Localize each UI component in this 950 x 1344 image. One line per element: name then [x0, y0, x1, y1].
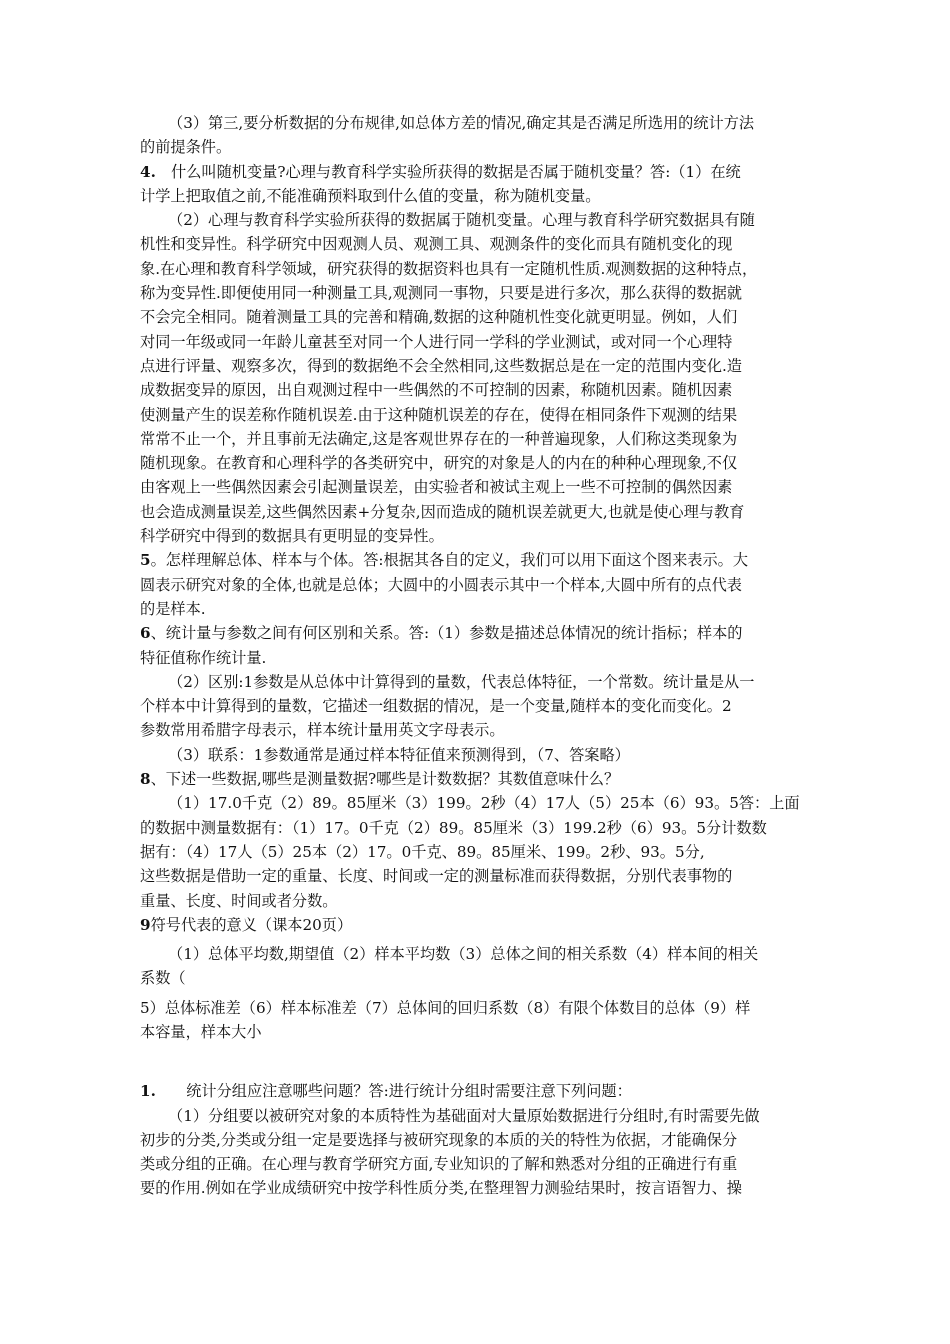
line-text: 这些数据是借助一定的重量、长度、时间或一定的测量标准而获得数据，分别代表事物的 [140, 867, 733, 886]
line-text: 使测量产生的误差称作随机误差.由于这种随机误差的存在，使得在相同条件下观测的结果 [140, 405, 738, 424]
line-text: （2）心理与教育科学实验所获得的数据属于随机变量。心理与教育科学研究数据具有随 [168, 211, 755, 230]
text-line [140, 427, 812, 451]
line-text: 系数（ [140, 969, 186, 988]
text-line [140, 840, 812, 864]
text-line [140, 816, 812, 840]
line-text: 要的作用.例如在学业成绩研究中按学科性质分类,在整理智力测验结果时，按言语智力、操 [140, 1179, 742, 1198]
line-text: 不会完全相同。随着测量工具的完善和精确,数据的这种随机性变化就更明显。例如，人们 [140, 308, 738, 327]
text-line [140, 378, 812, 402]
document-body [140, 111, 812, 1201]
text-line [140, 767, 812, 791]
text-line [140, 1152, 812, 1176]
text-line [140, 257, 812, 281]
line-text: 由客观上一些偶然因素会引起测量误差，由实验者和被试主观上一些不可控制的偶然因素 [140, 478, 733, 497]
text-line [140, 548, 812, 572]
text-line [140, 621, 812, 645]
text-line [140, 475, 812, 499]
line-text: 称为变异性.即便使用同一种测量工具,观测同一事物，只要是进行多次，那么获得的数据就 [140, 284, 742, 303]
line-text: 据有：（4）17人（5）25本（2）17。0千克、89。85厘米、199。2秒、93。5分, [140, 842, 705, 861]
item-number: 8 [140, 770, 151, 789]
text-line [140, 1079, 812, 1103]
text-line [140, 160, 812, 184]
text-line [140, 1176, 812, 1200]
line-text: 什么叫随机变量?心理与教育科学实验所获得的数据是否属于随机变量？答:（1）在统 [155, 162, 741, 181]
text-line [140, 791, 812, 815]
item-number: 1. [140, 1082, 156, 1101]
text-line [140, 232, 812, 256]
text-line [140, 354, 812, 378]
line-text: 、下述一些数据,哪些是测量数据?哪些是计数数据？其数值意味什么？ [150, 770, 620, 789]
line-text: 科学研究中得到的数据具有更明显的变异性。 [140, 527, 444, 546]
text-line [140, 743, 812, 767]
line-text: 符号代表的意义（课本20页） [150, 915, 353, 934]
line-text: 随机现象。在教育和心理科学的各类研究中，研究的对象是人的内在的种种心理现象,不仅 [140, 454, 738, 473]
line-text: 对同一年级或同一年龄儿童甚至对同一个人进行同一学科的学业测试，或对同一个心理特 [140, 332, 733, 351]
line-text: （3）第三,要分析数据的分布规律,如总体方差的情况,确定其是否满足所选用的统计方法 [168, 114, 755, 132]
line-text: 的前提条件。 [140, 138, 232, 157]
line-text: 成数据变异的原因，出自观测过程中一些偶然的不可控制的因素，称随机因素。随机因素 [140, 381, 733, 400]
line-text: 也会造成测量误差,这些偶然因素+分复杂,因而造成的随机误差就更大,也就是使心理与教育 [140, 502, 745, 521]
line-text: 重量、长度、时间或者分数。 [140, 891, 338, 910]
text-line [140, 694, 812, 718]
line-text: （1）17.0千克（2）89。85厘米（3）199。2秒（4）17人（5）25本（6）93。5答：上面 [168, 794, 800, 813]
line-text: 的是样本. [140, 599, 206, 618]
text-line [140, 966, 812, 990]
line-text: 圆表示研究对象的全体,也就是总体；大圆中的小圆表示其中一个样本,大圆中所有的点代表 [140, 575, 742, 594]
line-text: 计学上把取值之前,不能准确预料取到什么值的变量，称为随机变量。 [140, 186, 601, 205]
line-text: 类或分组的正确。在心理与教育学研究方面,专业知识的了解和熟悉对分组的正确进行有重 [140, 1155, 738, 1174]
text-line [140, 670, 812, 694]
text-line [140, 1104, 812, 1128]
text-line [140, 996, 812, 1020]
line-text: 个样本中计算得到的量数，它描述一组数据的情况，是一个变量,随样本的变化而变化。2 [140, 697, 732, 716]
item-number: 6 [140, 624, 151, 643]
text-line [140, 281, 812, 305]
text-line [140, 451, 812, 475]
line-text: 的数据中测量数据有：（1）17。0千克（2）89。85厘米（3）199.2秒（6）93。5分计数数 [140, 818, 767, 837]
line-text: 机性和变异性。科学研究中因观测人员、观测工具、观测条件的变化而具有随机变化的现 [140, 235, 733, 254]
line-text: （3）联系：1参数通常是通过样本特征值来预测得到，（7、答案略） [168, 745, 630, 764]
line-text: 5）总体标准差（6）样本标准差（7）总体间的回归系数（8）有限个体数目的总体（9）样 [140, 998, 751, 1017]
line-text: （1）分组要以被研究对象的本质特性为基础面对大量原始数据进行分组时,有时需要先做 [168, 1106, 760, 1125]
line-text: （1）总体平均数,期望值（2）样本平均数（3）总体之间的相关系数（4）样本间的相关 [168, 945, 759, 964]
text-line [140, 718, 812, 742]
text-line [140, 573, 812, 597]
line-text: （2）区别:1参数是从总体中计算得到的量数，代表总体特征，一个常数。统计量是从一 [168, 672, 755, 691]
text-line [140, 184, 812, 208]
item-number: 9 [140, 915, 151, 934]
line-text: 本容量，样本大小 [140, 1022, 262, 1041]
text-line [140, 403, 812, 427]
paragraph-gap [140, 1044, 812, 1079]
text-line [140, 597, 812, 621]
text-line [140, 1020, 812, 1044]
line-text: 初步的分类,分类或分组一定是要选择与被研究现象的本质的关的特性为依据，才能确保分 [140, 1130, 738, 1149]
line-text: 点进行评量、观察多次，得到的数据绝不会全然相同,这些数据总是在一定的范围内变化.造 [140, 356, 742, 375]
text-line [140, 942, 812, 966]
text-line [140, 135, 812, 159]
text-line [140, 208, 812, 232]
text-line [140, 913, 812, 937]
line-text: 统计分组应注意哪些问题？答:进行统计分组时需要注意下列问题： [155, 1082, 632, 1101]
item-number: 4. [140, 162, 156, 181]
text-line [140, 1128, 812, 1152]
text-line [140, 889, 812, 913]
item-number: 5 [140, 551, 151, 570]
text-line [140, 111, 812, 135]
text-line [140, 524, 812, 548]
line-text: 特征值称作统计量. [140, 648, 267, 667]
text-line [140, 305, 812, 329]
line-text: 常常不止一个，并且事前无法确定,这是客观世界存在的一种普遍现象，人们称这类现象为 [140, 429, 738, 448]
line-text: 参数常用希腊字母表示，样本统计量用英文字母表示。 [140, 721, 505, 740]
text-line [140, 646, 812, 670]
text-line [140, 864, 812, 888]
line-text: 、统计量与参数之间有何区别和关系。答:（1）参数是描述总体情况的统计指标；样本的 [150, 624, 743, 643]
text-line [140, 330, 812, 354]
line-text: 象.在心理和教育科学领域，研究获得的数据资料也具有一定随机性质.观测数据的这种特点， [140, 259, 758, 278]
text-line [140, 500, 812, 524]
line-text: 。怎样理解总体、样本与个体。答:根据其各自的定义，我们可以用下面这个图来表示。大 [150, 551, 749, 570]
